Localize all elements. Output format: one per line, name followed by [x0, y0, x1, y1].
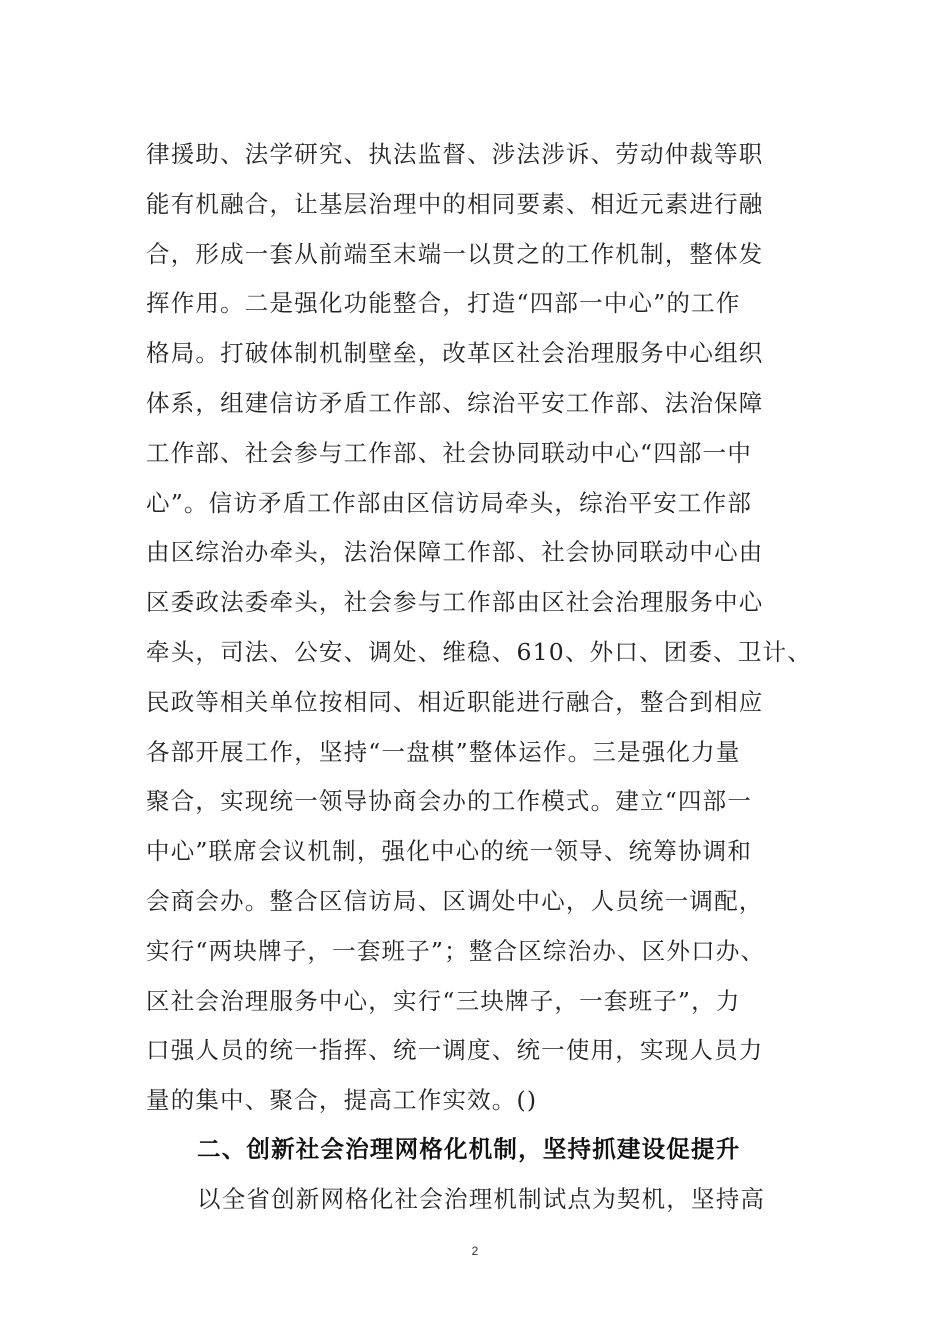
body-line: 聚合，实现统一领导协商会办的工作模式。建立“四部一 [146, 787, 753, 816]
page-number: 2 [471, 1244, 479, 1258]
body-line: 心”。信访矛盾工作部由区信访局牵头，综治平安工作部 [146, 488, 753, 517]
body-line: 体系，组建信访矛盾工作部、综治平安工作部、法治保障 [146, 388, 764, 417]
body-line: 格局。打破体制机制壁垒，改革区社会治理服务中心组织 [146, 339, 764, 368]
body-line: 区委政法委牵头，社会参与工作部由区社会治理服务中心 [146, 588, 764, 617]
body-line: 合，形成一套从前端至末端一以贯之的工作机制，整体发 [146, 239, 764, 268]
section-heading: 二、创新社会治理网格化机制，坚持抓建设促提升 [197, 1135, 741, 1163]
body-line: 量的集中、聚合，提高工作实效。() [146, 1086, 538, 1115]
body-line: 各部开展工作，坚持“一盘棋”整体运作。三是强化力量 [146, 737, 741, 766]
body-line: 区社会治理服务中心，实行“三块牌子，一套班子”，力 [146, 986, 741, 1015]
body-line: 工作部、社会参与工作部、社会协同联动中心“四部一中 [146, 438, 753, 467]
body-paragraph [146, 130, 846, 1126]
body-line: 由区综治办牵头，法治保障工作部、社会协同联动中心由 [146, 538, 764, 567]
paragraph-first-line: 以全省创新网格化社会治理机制试点为契机，坚持高 [197, 1185, 766, 1213]
body-line: 能有机融合，让基层治理中的相同要素、相近元素进行融 [146, 189, 764, 218]
body-line: 牵头，司法、公安、调处、维稳、610、外口、团委、卫计、 [146, 637, 812, 666]
body-line: 民政等相关单位按相同、相近职能进行融合，整合到相应 [146, 687, 764, 716]
body-line: 实行“两块牌子，一套班子”；整合区综治办、区外口办、 [146, 936, 766, 965]
body-line: 律援助、法学研究、执法监督、涉法涉诉、劳动仲裁等职 [146, 140, 764, 168]
body-line: 挥作用。二是强化功能整合，打造“四部一中心”的工作 [146, 289, 741, 318]
body-line: 会商会办。整合区信访局、区调处中心，人员统一调配， [146, 886, 764, 915]
body-line: 口强人员的统一指挥、统一调度、统一使用，实现人员力 [146, 1036, 764, 1065]
body-line: 中心”联席会议机制，强化中心的统一领导、统筹协调和 [146, 837, 753, 866]
